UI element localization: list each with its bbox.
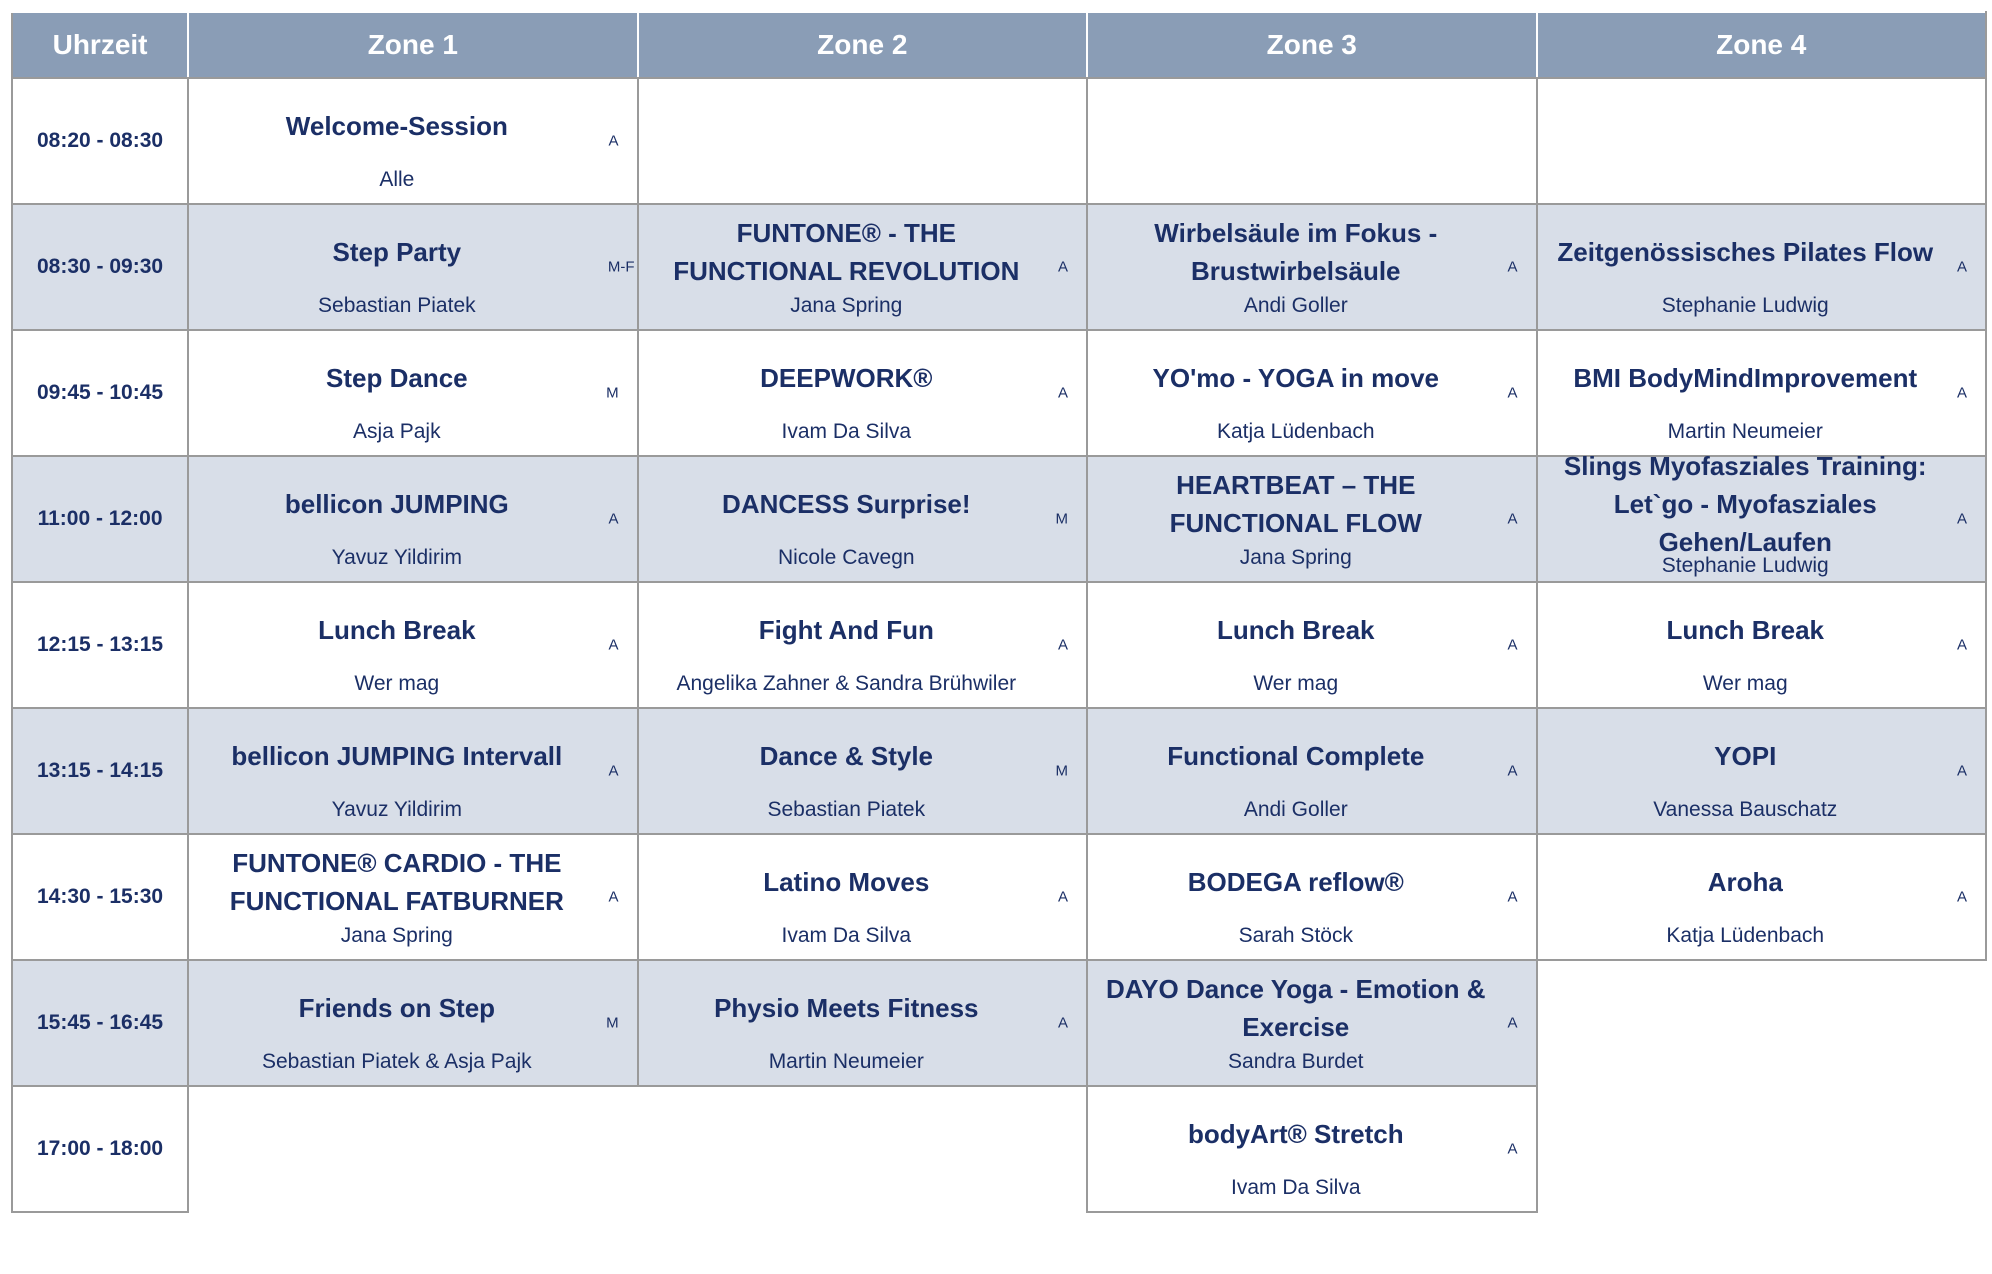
session-trainer: Ivam Da Silva bbox=[1230, 1176, 1361, 1199]
session-level-badge: A bbox=[1058, 636, 1069, 654]
schedule-row bbox=[12, 1086, 1986, 1212]
session-level-badge: M bbox=[1055, 762, 1069, 780]
session-cell[interactable] bbox=[188, 330, 637, 456]
session-title: DAYO Dance Yoga - Emotion & Exercise bbox=[1106, 974, 1486, 1042]
session bbox=[1538, 836, 1986, 958]
schedule-table bbox=[11, 11, 1987, 1213]
session-cell[interactable] bbox=[1087, 204, 1536, 330]
session-trainer: Asja Pajk bbox=[353, 420, 441, 443]
session-trainer: Martin Neumeier bbox=[1667, 420, 1823, 443]
session bbox=[1088, 836, 1535, 958]
session-level-badge: A bbox=[608, 510, 619, 528]
session-title: Slings Myofasziales Training: Let`go - Myofasziales Gehen/Laufen bbox=[1563, 451, 1927, 557]
header-row bbox=[12, 12, 1986, 78]
empty-cell bbox=[638, 1086, 1087, 1212]
session-trainer: Sebastian Piatek bbox=[318, 294, 476, 317]
session-title: Functional Complete bbox=[1167, 741, 1425, 771]
session-title: bodyArt® Stretch bbox=[1187, 1119, 1404, 1149]
session-title: Latino Moves bbox=[763, 867, 930, 897]
session-cell[interactable] bbox=[638, 708, 1087, 834]
session-title: Physio Meets Fitness bbox=[714, 993, 979, 1023]
session-cell[interactable] bbox=[188, 204, 637, 330]
session-title: FUNTONE® CARDIO - THE FUNCTIONAL FATBURNER bbox=[229, 848, 564, 916]
session-trainer: Wer mag bbox=[1253, 672, 1339, 695]
session bbox=[189, 332, 636, 454]
session-level-badge: A bbox=[1507, 1140, 1518, 1158]
session-trainer: Sandra Burdet bbox=[1228, 1050, 1364, 1073]
session-cell[interactable] bbox=[1087, 330, 1536, 456]
schedule-row bbox=[12, 204, 1986, 330]
time-slot: 13:15 - 14:15 bbox=[12, 708, 188, 834]
session-trainer: Stephanie Ludwig bbox=[1661, 294, 1829, 317]
empty-cell bbox=[1537, 960, 1987, 1086]
schedule-row bbox=[12, 330, 1986, 456]
session bbox=[1088, 332, 1535, 454]
session bbox=[1088, 458, 1535, 580]
session bbox=[1538, 332, 1986, 454]
column-header-zone-2: Zone 2 bbox=[638, 12, 1087, 78]
time-slot: 08:30 - 09:30 bbox=[12, 204, 188, 330]
session-title: Zeitgenössisches Pilates Flow bbox=[1557, 237, 1934, 267]
column-header-zone-1: Zone 1 bbox=[188, 12, 637, 78]
session-title: Aroha bbox=[1707, 867, 1783, 897]
session-cell[interactable] bbox=[638, 456, 1087, 582]
session-level-badge: A bbox=[1507, 762, 1518, 780]
session-cell[interactable] bbox=[1087, 708, 1536, 834]
empty-cell bbox=[188, 1086, 637, 1212]
session-level-badge: A bbox=[1507, 258, 1518, 276]
session-level-badge: A bbox=[1956, 510, 1967, 528]
column-header-zone-3: Zone 3 bbox=[1087, 12, 1536, 78]
session-trainer: Vanessa Bauschatz bbox=[1653, 798, 1838, 821]
session-trainer: Katja Lüdenbach bbox=[1216, 420, 1375, 443]
session-title: Step Party bbox=[332, 237, 462, 267]
session-cell[interactable] bbox=[1537, 708, 1987, 834]
session-level-badge: M bbox=[1055, 510, 1069, 528]
session-trainer: Alle bbox=[379, 168, 415, 191]
session-cell[interactable] bbox=[638, 204, 1087, 330]
session-trainer: Wer mag bbox=[354, 672, 440, 695]
session-level-badge: A bbox=[1956, 258, 1967, 276]
session-level-badge: A bbox=[1058, 258, 1069, 276]
session-level-badge: A bbox=[1956, 762, 1967, 780]
session-level-badge: A bbox=[608, 636, 619, 654]
session-title: Dance & Style bbox=[759, 741, 933, 771]
session-level-badge: A bbox=[1058, 1014, 1069, 1032]
session-title: Lunch Break bbox=[1666, 615, 1824, 645]
session-cell[interactable] bbox=[1087, 456, 1536, 582]
session-trainer: Yavuz Yildirim bbox=[331, 798, 462, 821]
session-title: Welcome-Session bbox=[285, 111, 508, 141]
session-level-badge: M bbox=[606, 1014, 619, 1032]
session-title: YO'mo - YOGA in move bbox=[1152, 363, 1439, 393]
session-title: Friends on Step bbox=[298, 993, 496, 1023]
session-cell[interactable] bbox=[638, 834, 1087, 960]
session-cell[interactable] bbox=[1537, 582, 1987, 708]
session bbox=[1538, 710, 1986, 832]
session-trainer: Stephanie Ludwig bbox=[1661, 554, 1829, 577]
session-cell[interactable] bbox=[638, 582, 1087, 708]
time-slot: 15:45 - 16:45 bbox=[12, 960, 188, 1086]
session-cell[interactable] bbox=[638, 960, 1087, 1086]
session-title: Step Dance bbox=[326, 363, 468, 393]
session bbox=[189, 80, 636, 202]
session-level-badge: A bbox=[608, 888, 619, 906]
session-title: bellicon JUMPING Intervall bbox=[231, 741, 563, 771]
column-header-zone-4: Zone 4 bbox=[1537, 12, 1987, 78]
session-level-badge: A bbox=[1956, 888, 1967, 906]
session bbox=[1088, 710, 1535, 832]
session-cell[interactable] bbox=[1087, 834, 1536, 960]
session-title: Lunch Break bbox=[1217, 615, 1375, 645]
session bbox=[639, 710, 1086, 832]
session bbox=[1088, 206, 1535, 328]
session-title: Fight And Fun bbox=[758, 615, 934, 645]
session bbox=[639, 206, 1086, 328]
schedule-row bbox=[12, 708, 1986, 834]
session-cell[interactable] bbox=[1087, 582, 1536, 708]
session-cell[interactable] bbox=[188, 78, 637, 204]
session bbox=[1538, 206, 1986, 328]
schedule-body bbox=[12, 78, 1986, 1212]
session-cell[interactable] bbox=[188, 708, 637, 834]
session-title: FUNTONE® - THE FUNCTIONAL REVOLUTION bbox=[673, 218, 1020, 286]
session-title: BMI BodyMindImprovement bbox=[1573, 363, 1918, 393]
session-trainer: Martin Neumeier bbox=[768, 1050, 924, 1073]
session-level-badge: A bbox=[1507, 1014, 1518, 1032]
session-level-badge: A bbox=[1956, 384, 1967, 402]
session-trainer: Katja Lüdenbach bbox=[1666, 924, 1825, 947]
session bbox=[1538, 584, 1986, 706]
session-cell[interactable] bbox=[1537, 204, 1987, 330]
session-cell[interactable] bbox=[1537, 451, 1987, 582]
session-level-badge: A bbox=[1058, 384, 1069, 402]
session-title: DEEPWORK® bbox=[760, 363, 933, 393]
session-level-badge: A bbox=[608, 132, 619, 150]
empty-cell bbox=[1537, 1086, 1987, 1212]
session-trainer: Jana Spring bbox=[1239, 546, 1352, 569]
session bbox=[189, 710, 636, 832]
schedule-row bbox=[12, 456, 1986, 582]
session-level-badge: M-F bbox=[607, 258, 635, 276]
session bbox=[1088, 962, 1535, 1084]
session bbox=[1088, 1088, 1535, 1210]
session-trainer: Ivam Da Silva bbox=[781, 420, 912, 443]
schedule-row bbox=[12, 582, 1986, 708]
time-slot: 09:45 - 10:45 bbox=[12, 330, 188, 456]
session bbox=[1088, 584, 1535, 706]
session bbox=[189, 206, 636, 328]
session-cell[interactable] bbox=[188, 456, 637, 582]
session-cell[interactable] bbox=[1537, 834, 1987, 960]
session-cell[interactable] bbox=[1537, 330, 1987, 456]
schedule-row bbox=[12, 960, 1986, 1086]
session-cell[interactable] bbox=[1087, 960, 1536, 1086]
session-level-badge: A bbox=[608, 762, 619, 780]
session-title: BODEGA reflow® bbox=[1187, 867, 1404, 897]
session-trainer: Sebastian Piatek bbox=[767, 798, 926, 821]
time-slot: 11:00 - 12:00 bbox=[12, 456, 188, 582]
schedule-row bbox=[12, 78, 1986, 204]
session-level-badge: A bbox=[1507, 384, 1518, 402]
session-trainer: Wer mag bbox=[1702, 672, 1788, 695]
session-title: YOPI bbox=[1714, 741, 1777, 771]
session-cell[interactable] bbox=[1087, 1086, 1536, 1212]
session-level-badge: M bbox=[606, 384, 619, 402]
session-cell[interactable] bbox=[188, 582, 637, 708]
session bbox=[639, 332, 1086, 454]
session-title: bellicon JUMPING bbox=[284, 489, 509, 519]
time-slot: 12:15 - 13:15 bbox=[12, 582, 188, 708]
session-trainer: Andi Goller bbox=[1243, 798, 1348, 821]
session-trainer: Jana Spring bbox=[340, 924, 453, 947]
session-level-badge: A bbox=[1507, 888, 1518, 906]
session bbox=[639, 836, 1086, 958]
session-cell[interactable] bbox=[638, 330, 1087, 456]
session bbox=[189, 962, 636, 1084]
session-trainer: Sarah Stöck bbox=[1238, 924, 1353, 947]
empty-cell bbox=[638, 78, 1087, 204]
session-level-badge: A bbox=[1507, 510, 1518, 528]
session-level-badge: A bbox=[1058, 888, 1069, 906]
session-trainer: Yavuz Yildirim bbox=[331, 546, 462, 569]
schedule-row bbox=[12, 834, 1986, 960]
session-trainer: Nicole Cavegn bbox=[778, 546, 915, 569]
session-title: DANCESS Surprise! bbox=[722, 489, 971, 519]
session-trainer: Ivam Da Silva bbox=[781, 924, 912, 947]
session-level-badge: A bbox=[1507, 636, 1518, 654]
session bbox=[1538, 451, 1986, 580]
session-cell[interactable] bbox=[188, 960, 637, 1086]
time-slot: 17:00 - 18:00 bbox=[12, 1086, 188, 1212]
empty-cell bbox=[1537, 78, 1987, 204]
session-trainer: Angelika Zahner & Sandra Brühwiler bbox=[676, 672, 1017, 695]
session bbox=[189, 584, 636, 706]
session-cell[interactable] bbox=[188, 834, 637, 960]
session bbox=[639, 584, 1086, 706]
time-slot: 08:20 - 08:30 bbox=[12, 78, 188, 204]
session-trainer: Andi Goller bbox=[1243, 294, 1348, 317]
session bbox=[639, 458, 1086, 580]
session bbox=[189, 458, 636, 580]
column-header-time: Uhrzeit bbox=[12, 12, 188, 78]
session-trainer: Jana Spring bbox=[790, 294, 903, 317]
session-title: Wirbelsäule im Fokus - Brustwirbelsäule bbox=[1154, 218, 1438, 286]
session-title: HEARTBEAT – THE FUNCTIONAL FLOW bbox=[1169, 470, 1422, 538]
session bbox=[189, 836, 636, 958]
empty-cell bbox=[1087, 78, 1536, 204]
session-title: Lunch Break bbox=[318, 615, 476, 645]
time-slot: 14:30 - 15:30 bbox=[12, 834, 188, 960]
session-level-badge: A bbox=[1956, 636, 1967, 654]
session bbox=[639, 962, 1086, 1084]
session-trainer: Sebastian Piatek & Asja Pajk bbox=[261, 1050, 532, 1073]
